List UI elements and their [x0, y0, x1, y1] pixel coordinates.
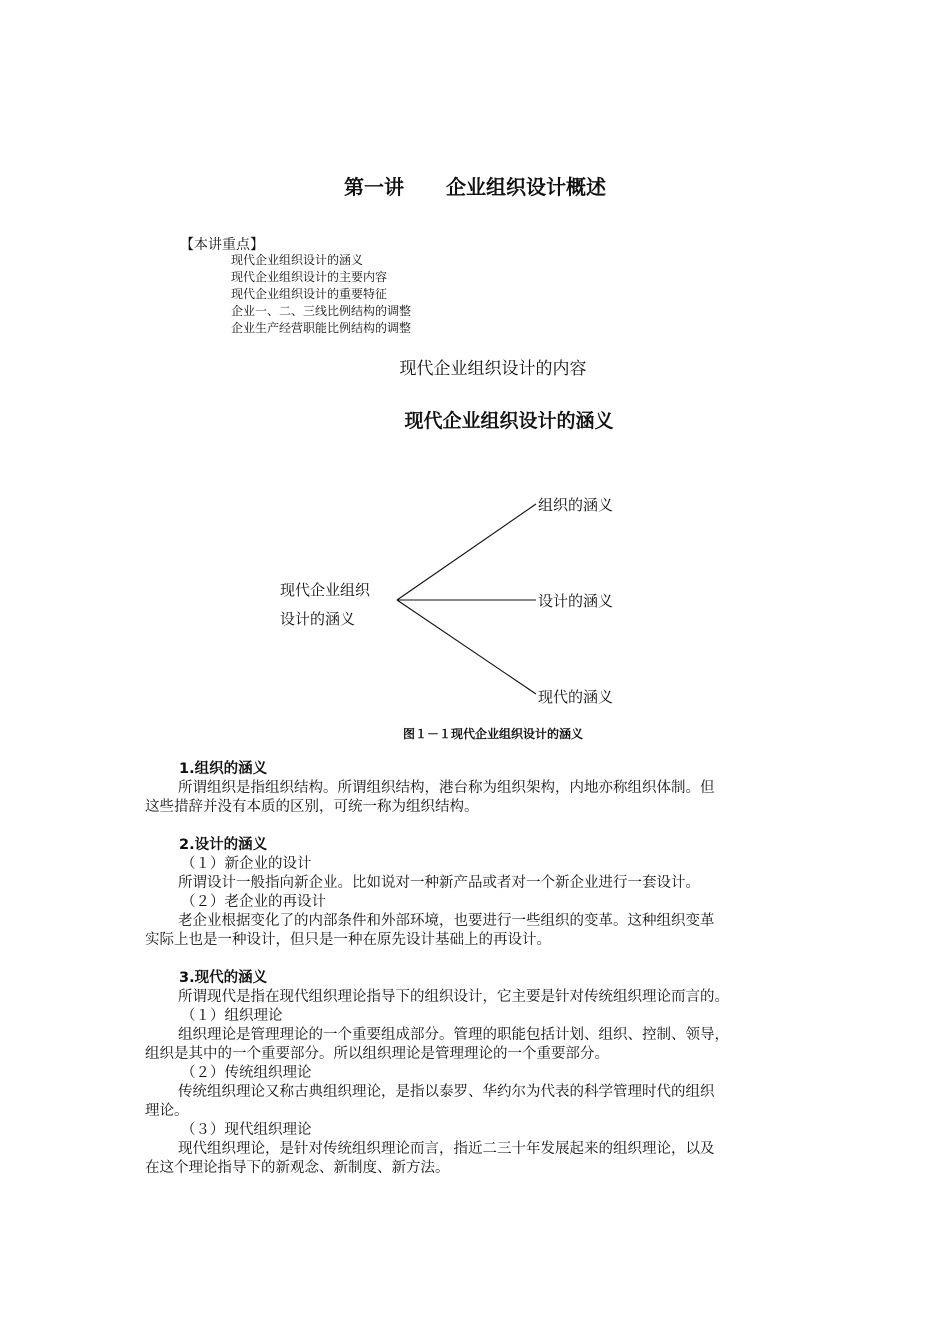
- concept-diagram: [270, 480, 650, 715]
- paragraph: 所谓组织是指组织结构。所谓组织结构，港台称为组织架构，内地亦称组织体制。但: [178, 780, 715, 796]
- diagram-branch-label: 组织的涵义: [538, 496, 614, 514]
- subheading: （２）传统组织理论: [181, 1065, 312, 1081]
- key-point-item: 现代企业组织设计的涵义: [231, 253, 364, 267]
- section-1-heading: 1.组织的涵义: [179, 761, 268, 777]
- diagram-branch-line-top: [397, 504, 536, 600]
- key-point-item: 企业一、二、三线比例结构的调整: [231, 304, 412, 318]
- paragraph-continuation: 在这个理论指导下的新观念、新制度、新方法。: [145, 1160, 450, 1176]
- paragraph: 现代组织理论，是针对传统组织理论而言，指近二三十年发展起来的组织理论，以及: [178, 1141, 715, 1157]
- paragraph: 传统组织理论又称古典组织理论，是指以泰罗、华约尔为代表的科学管理时代的组织: [178, 1084, 715, 1100]
- key-point-item: 现代企业组织设计的重要特征: [231, 287, 388, 301]
- section-heading: 现代企业组织设计的涵义: [404, 410, 614, 432]
- page-title: [0, 171, 950, 200]
- key-points-list: [231, 252, 411, 337]
- lecture-title: 企业组织设计概述: [446, 175, 606, 199]
- body-text: [145, 760, 815, 1178]
- paragraph: 所谓现代是指在现代组织理论指导下的组织设计，它主要是针对传统组织理论而言的。: [178, 989, 729, 1005]
- subheading: （１）新企业的设计: [181, 856, 312, 872]
- paragraph-continuation: 实际上也是一种设计，但只是一种在原先设计基础上的再设计。: [145, 932, 551, 948]
- lecture-number: 第一讲: [344, 175, 404, 199]
- diagram-branch-label: 现代的涵义: [538, 688, 614, 706]
- paragraph: 所谓设计一般指向新企业。比如说对一种新产品或者对一个新企业进行一套设计。: [178, 875, 700, 891]
- paragraph-continuation: 组织是其中的一个重要部分。所以组织理论是管理理论的一个重要部分。: [145, 1046, 609, 1062]
- diagram-branch-label: 设计的涵义: [538, 592, 614, 610]
- diagram-root-line2: 设计的涵义: [280, 610, 356, 628]
- section-3-heading: 3.现代的涵义: [179, 970, 268, 986]
- diagram-branch-line-bottom: [397, 600, 536, 694]
- subheading: （２）老企业的再设计: [181, 894, 326, 910]
- section-2-heading: 2.设计的涵义: [179, 837, 268, 853]
- subtitle: 现代企业组织设计的内容: [399, 359, 587, 379]
- key-point-item: 现代企业组织设计的主要内容: [231, 270, 388, 284]
- key-points-header: 【本讲重点】: [180, 237, 264, 253]
- paragraph: 老企业根据变化了的内部条件和外部环境，也要进行一些组织的变革。这种组织变革: [178, 913, 715, 929]
- paragraph: 组织理论是管理理论的一个重要组成部分。管理的职能包括计划、组织、控制、领导，: [178, 1027, 729, 1043]
- paragraph-continuation: 这些措辞并没有本质的区别，可统一称为组织结构。: [145, 799, 479, 815]
- subheading: （１）组织理论: [181, 1008, 283, 1024]
- key-point-item: 企业生产经营职能比例结构的调整: [231, 321, 412, 335]
- subheading: （３）现代组织理论: [181, 1122, 312, 1138]
- diagram-root-line1: 现代企业组织: [280, 581, 371, 599]
- paragraph-continuation: 理论。: [145, 1103, 189, 1119]
- figure-caption: 图１－１现代企业组织设计的涵义: [402, 727, 583, 741]
